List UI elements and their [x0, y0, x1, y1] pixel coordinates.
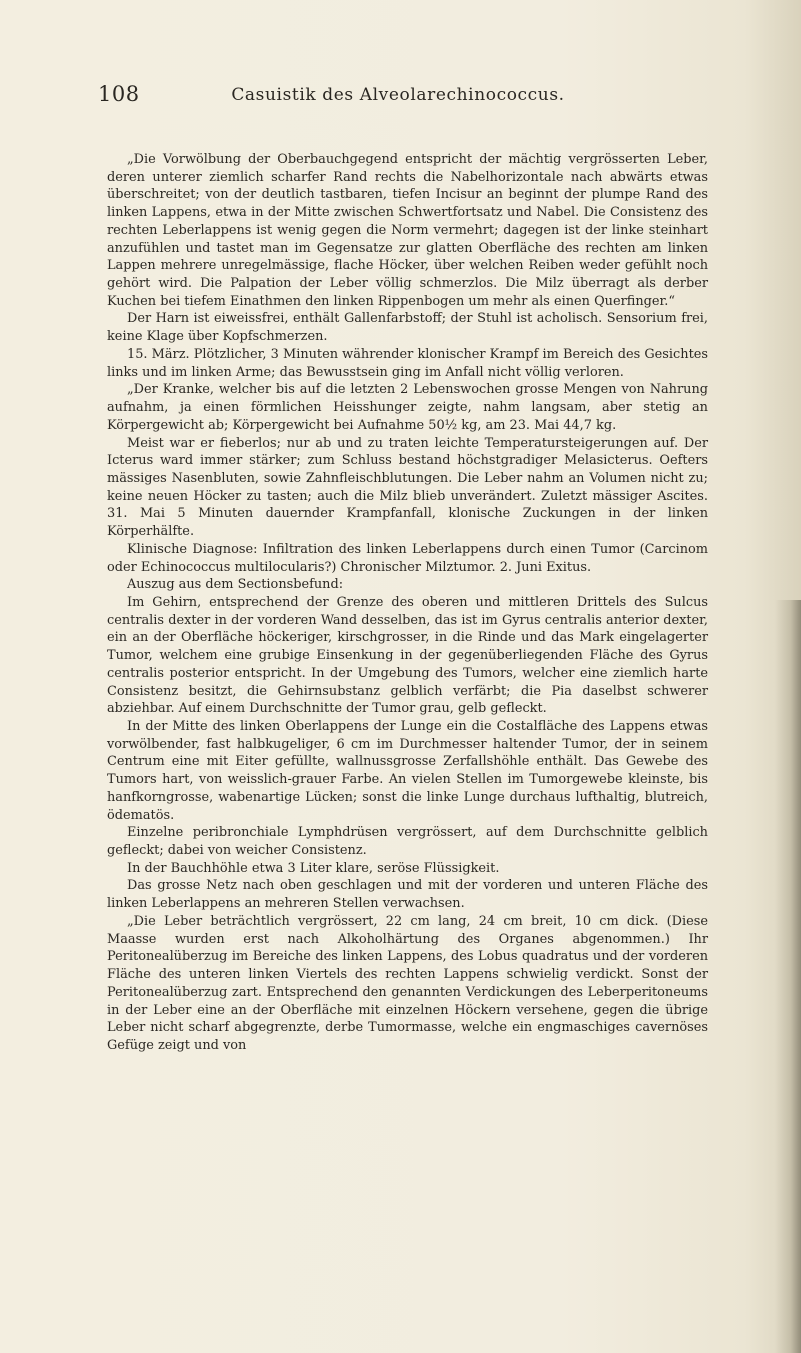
body-text [107, 151, 708, 1055]
paragraph: Meist war er fieberlos; nur ab und zu traten leichte Temperatursteigerungen auf. Der Icterus ward immer stärker; zum Schluss bestand höchstgradiger Melasicterus. Oefters mässiges Nasenbluten, sowie Zahnfleischblutungen. Die Leber nahm an Volumen nicht zu; keine neuen Höcker zu tasten; auch die Milz blieb unverändert. Zuletzt mässiger Ascites. 31. Mai 5 Minuten dauernder Krampfanfall, klonische Zuckungen in der linken Körperhälfte. [107, 435, 708, 540]
paragraph: Klinische Diagnose: Infiltration des linken Leberlappens durch einen Tumor (Carcinom oder Echinococcus multilocularis?) Chronischer Milztumor. 2. Juni Exitus. [107, 541, 708, 575]
paragraph: In der Bauchhöhle etwa 3 Liter klare, seröse Flüssigkeit. [127, 860, 500, 876]
paragraph: „Der Kranke, welcher bis auf die letzten 2 Lebenswochen grosse Mengen von Nahrung aufnahm, ja einen förmlichen Heisshunger zeigte, nahm langsam, aber stetig an Körpergewicht ab; Körpergewicht bei Aufnahme 50½ kg, am 23. Mai 44,7 kg. [107, 382, 708, 433]
paragraph: In der Mitte des linken Oberlappens der Lunge ein die Costalfläche des Lappens etwas vorwölbender, fast halbkugeliger, 6 cm im Durchmesser haltender Tumor, der in seinem Centrum eine mit Eiter gefüllte, wallnussgrosse Zerfallshöhle enthält. Das Gewebe des Tumors hart, von weisslich-grauer Farbe. An vielen Stellen im Tumorgewebe kleinste, bis hanfkorngrosse, wabenartige Lücken; sonst die linke Lunge durchaus lufthaltig, blutreich, ödematös. [107, 719, 708, 823]
running-title: Casuistik des Alveolarechinococcus. [231, 85, 565, 105]
paragraph: Das grosse Netz nach oben geschlagen und mit der vorderen und unteren Fläche des linken Leberlappens an mehreren Stellen verwachsen. [107, 878, 708, 912]
page-number: 108 [98, 82, 140, 106]
paragraph: Im Gehirn, entsprechend der Grenze des oberen und mittleren Drittels des Sulcus centralis dexter in der vorderen Wand desselben, das ist im Gyrus centralis anterior dexter, ein an der Oberfläche höckeriger, kirschgrosser, in die Rinde und das Mark eingelagerter Tumor, welchem eine grubige Einsenkung in der gegenüberliegenden Fläche des Gyrus centralis posterior entspricht. In der Umgebung des Tumors, welcher eine ziemlich harte Consistenz besitzt, die Gehirnsubstanz gelblich verfärbt; die Pia daselbst schwerer abziehbar. Auf einem Durchschnitte der Tumor grau, gelb gefleckt. [107, 594, 708, 717]
page-edge-shadow [775, 600, 801, 1353]
paragraph: „Die Leber beträchtlich vergrössert, 22 cm lang, 24 cm breit, 10 cm dick. (Diese Maasse wurden erst nach Alkoholhärtung des Organes abgenommen.) Ihr Peritonealüberzug im Bereiche des linken Lappens, des Lobus quadratus und der vorderen Fläche des unteren linken Viertels des rechten Lappens schwielig verdickt. Sonst der Peritonealüberzug zart. Entsprechend den genannten Verdickungen des Leberperitoneums in der Leber eine an der Oberfläche mit einzelnen Höckern versehene, gegen die übrige Leber nicht scharf abgegrenzte, derbe Tumormasse, welche ein engmaschiges cavernöses Gefüge zeigt und von [107, 913, 708, 1053]
paragraph: Auszug aus dem Sectionsbefund: [127, 577, 344, 593]
paragraph: Einzelne peribronchiale Lymphdrüsen vergrössert, auf dem Durchschnitte gelblich gefleckt; dabei von weicher Consistenz. [107, 825, 708, 859]
paragraph: „Die Vorwölbung der Oberbauchgegend entspricht der mächtig vergrösserten Leber, deren unterer ziemlich scharfer Rand rechts die Nabelhorizontale nach abwärts etwas überschreitet; von der deutlich tastbaren, tiefen Incisur an beginnt der plumpe Rand des linken Lappens, etwa in der Mitte zwischen Schwertfortsatz und Nabel. Die Consistenz des rechten Leberlappens ist wenig gegen die Norm vermehrt; dagegen ist der linke steinhart anzufühlen und tastet man im Gegensatze zur glatten Oberfläche des rechten am linken Lappen mehrere unregelmässige, flache Höcker, über welchen Reiben weder gefühlt noch gehört wird. Die Palpation der Leber völlig schmerzlos. Die Milz überragt als derber Kuchen bei tiefem Einathmen den linken Rippenbogen um mehr als einen Querfinger.“ [107, 152, 708, 309]
paragraph: 15. März. Plötzlicher, 3 Minuten währender klonischer Krampf im Bereich des Gesichtes links und im linken Arme; das Bewusstsein ging im Anfall nicht völlig verloren. [107, 346, 708, 380]
paragraph: Der Harn ist eiweissfrei, enthält Gallenfarbstoff; der Stuhl ist acholisch. Sensorium frei, keine Klage über Kopfschmerzen. [107, 311, 708, 345]
page-header [98, 82, 698, 112]
